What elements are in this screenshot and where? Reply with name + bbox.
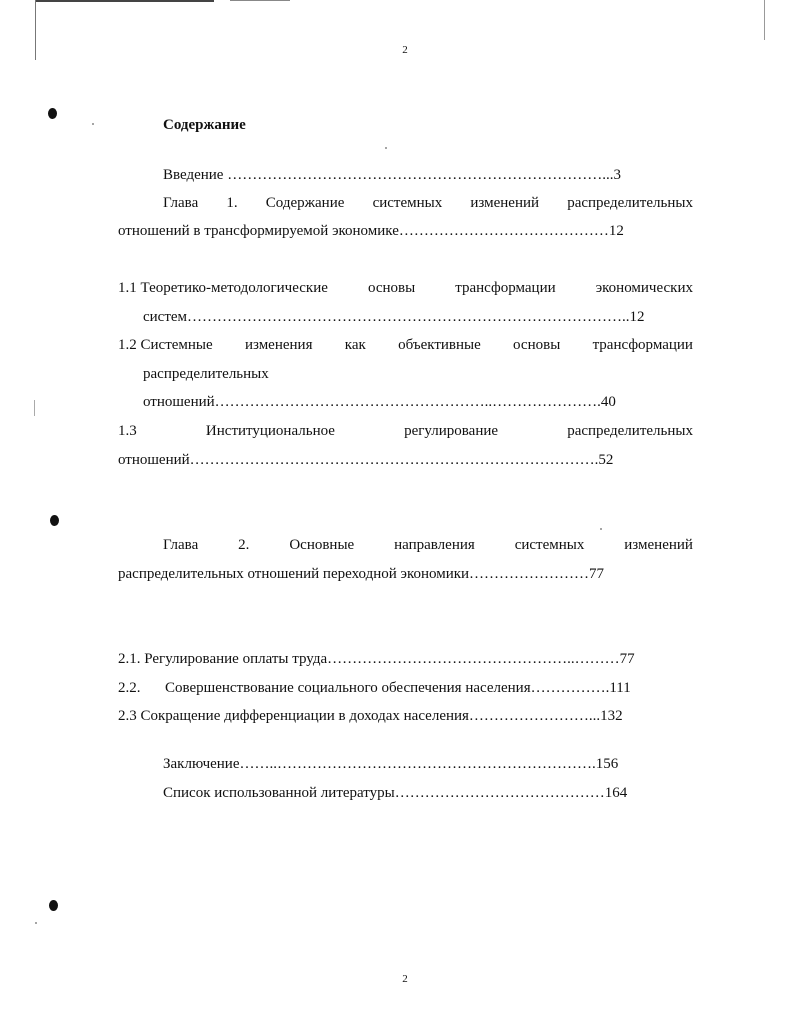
toc-word: основы — [513, 337, 561, 353]
toc-entry-bibliography: Список использованной литературы……………………………………164 — [163, 785, 628, 801]
toc-section-1-3-line-2: отношений……………………………………………………………………….52 — [118, 452, 614, 468]
page-number-bottom: 2 — [402, 973, 408, 985]
toc-word: Глава — [163, 195, 199, 211]
toc-word: изменений — [624, 537, 693, 553]
toc-word: распределительных — [567, 423, 693, 439]
punch-hole-middle — [50, 515, 59, 526]
toc-section-2-1: 2.1. Регулирование оплаты труда…………………………………………..………77 — [118, 651, 635, 667]
toc-word: объективные — [398, 337, 481, 353]
toc-word: 1.2 Системные — [118, 337, 213, 353]
toc-word: 1.1 Теоретико-методологические — [118, 280, 328, 296]
toc-word: Институциональное — [205, 423, 335, 439]
page-title: Содержание — [163, 117, 246, 133]
toc-section-1-1-line-2: систем……………………………………………………………………………..12 — [143, 309, 645, 325]
toc-word: 1.3 — [118, 423, 137, 439]
page-number-top: 2 — [402, 44, 408, 56]
toc-chapter-1-line-1 — [163, 193, 693, 213]
toc-section-1-3-line-1 — [118, 421, 693, 441]
punch-hole-top — [48, 108, 57, 119]
toc-word: как — [344, 337, 366, 353]
toc-section-1-2-line-2: распределительных — [143, 366, 269, 382]
toc-entry-conclusion: Заключение……..……………………………………………………….156 — [163, 756, 619, 772]
toc-word: изменений — [470, 195, 540, 211]
toc-word: трансформации — [455, 280, 556, 296]
scan-speck — [385, 147, 387, 149]
scan-speck — [35, 922, 37, 924]
toc-word: направления — [394, 537, 475, 553]
toc-section-1-2-line-3: отношений………………………………………………..………………….40 — [143, 394, 616, 410]
scan-artifact-top-2 — [230, 0, 290, 1]
toc-word: экономических — [595, 280, 693, 296]
toc-word: системных — [514, 537, 585, 553]
toc-word: Содержание — [265, 195, 345, 211]
punch-hole-bottom — [49, 900, 58, 911]
toc-section-2-3: 2.3 Сокращение дифференциации в доходах населения……………………...132 — [118, 708, 623, 724]
toc-word: системных — [372, 195, 443, 211]
toc-word: трансформации — [592, 337, 693, 353]
toc-section-2-2: Совершенствование социального обеспечения населения…………….111 — [165, 680, 631, 696]
toc-word: Глава — [163, 537, 199, 553]
toc-section-1-2-line-1 — [118, 335, 693, 355]
scan-speck — [92, 123, 94, 125]
toc-section-2-2-number: 2.2. — [118, 680, 141, 696]
toc-word: изменения — [244, 337, 313, 353]
scan-speck — [600, 528, 602, 530]
scan-artifact-right — [764, 0, 765, 40]
toc-word: Основные — [289, 537, 355, 553]
toc-entry-intro: Введение …………………………………………………………………...3 — [163, 167, 621, 183]
toc-chapter-1-line-2: отношений в трансформируемой экономике……………………………………12 — [118, 223, 624, 239]
scan-artifact-top — [36, 0, 214, 2]
toc-word: основы — [367, 280, 416, 296]
toc-word: регулирование — [404, 423, 499, 439]
toc-section-1-1-line-1 — [118, 278, 693, 298]
scan-artifact-left — [35, 0, 36, 60]
scan-artifact-left-2 — [34, 400, 35, 416]
toc-word: распределительных — [567, 195, 693, 211]
toc-chapter-2-line-2: распределительных отношений переходной экономики……………………77 — [118, 566, 605, 582]
toc-chapter-2-line-1 — [163, 535, 693, 555]
toc-word: 2. — [238, 537, 250, 553]
toc-word: 1. — [226, 195, 238, 211]
